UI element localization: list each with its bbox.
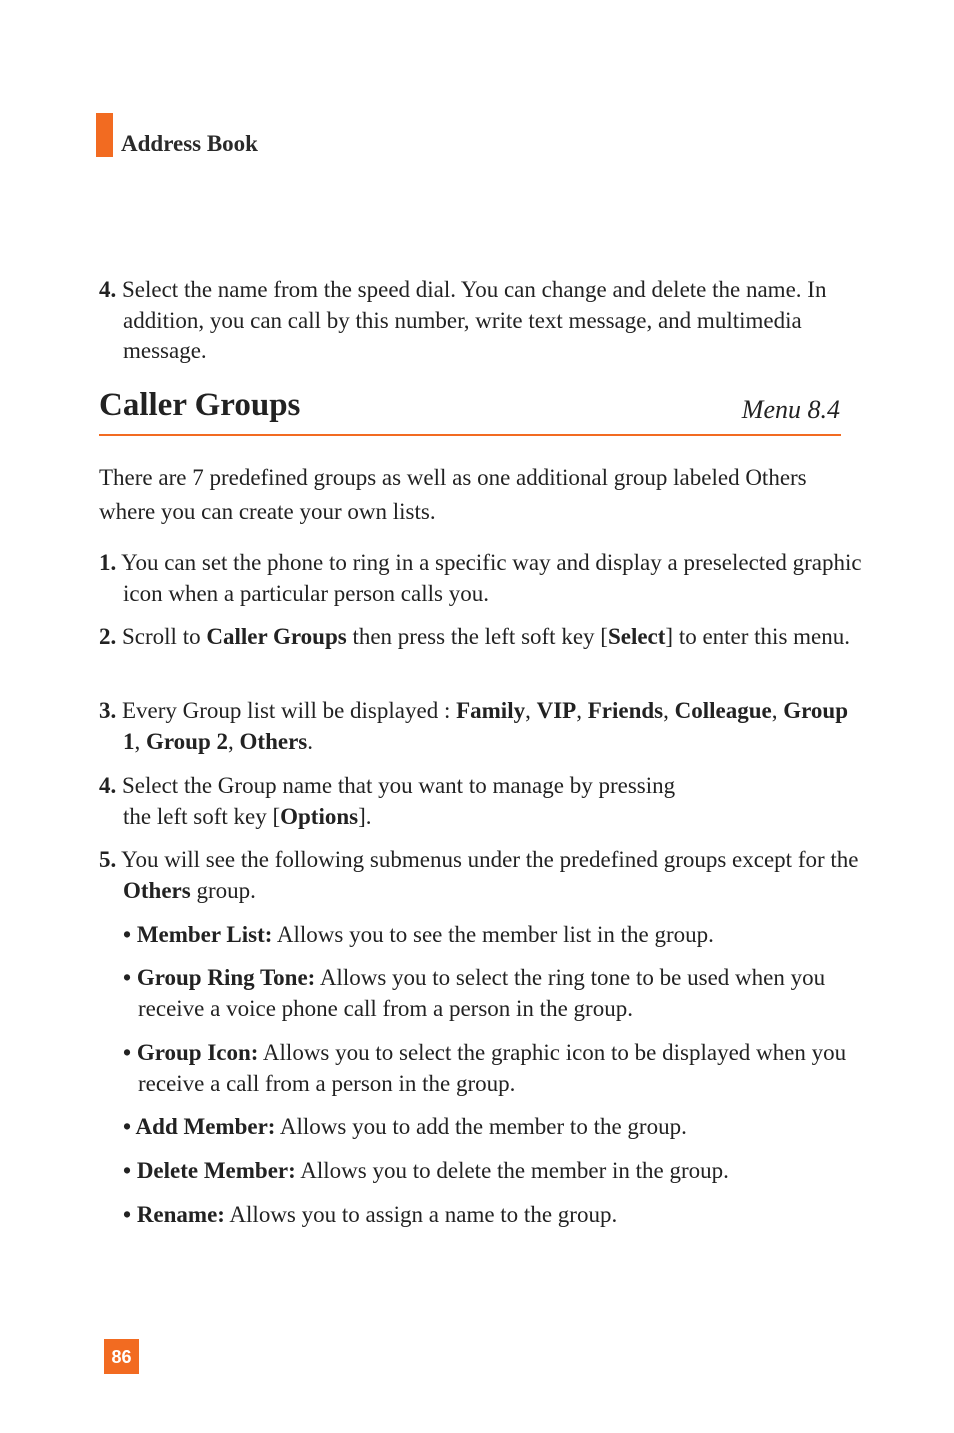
- step-text: ].: [358, 803, 372, 829]
- page-number: 86: [104, 1339, 139, 1374]
- submenu-item: • Group Ring Tone: Allows you to select the ring tone to be used when you receive a voice phone call from a person in the group.: [123, 965, 826, 1021]
- step-text: ] to enter this menu.: [665, 624, 851, 649]
- step-1: [99, 548, 868, 609]
- submenu-text: Allows you to select the graphic icon to be displayed when you receive a call from a person in the group.: [138, 1040, 847, 1096]
- group-name: Group 1: [123, 698, 848, 754]
- step-text: Select the Group name that you want to manage by pressing: [122, 773, 676, 798]
- submenu-label: Group Icon:: [136, 1040, 259, 1065]
- group-name: Others: [123, 877, 191, 903]
- step-text: Every Group list will be displayed :: [122, 698, 457, 723]
- step-number: 3.: [99, 698, 117, 723]
- submenu-item: • Group Icon: Allows you to select the graphic icon to be displayed when you receive a call from a person in the group.: [123, 1040, 847, 1096]
- separator: ,: [134, 728, 146, 754]
- submenu-label: Group Ring Tone:: [136, 965, 316, 990]
- intro-step-4: [99, 275, 868, 367]
- step-text: Scroll to: [122, 624, 207, 649]
- step-4: [99, 771, 868, 832]
- step-5: [99, 845, 868, 906]
- step-number: 5.: [99, 847, 117, 872]
- softkey-name: Select: [607, 624, 666, 649]
- step-number: 4.: [99, 277, 117, 302]
- group-name: Friends: [587, 698, 664, 723]
- group-name: Colleague: [674, 698, 772, 723]
- step-number: 2.: [99, 624, 117, 649]
- softkey-name: Options: [280, 803, 359, 829]
- submenu-label: Add Member:: [135, 1114, 276, 1139]
- group-name: Family: [456, 698, 526, 723]
- menu-name: Caller Groups: [206, 624, 347, 649]
- section-description: There are 7 predefined groups as well as one additional group labeled Others where you can create your own lists.: [99, 465, 807, 524]
- step-text: Select the name from the speed dial. You can change and delete the name. In addition, you can call by this number, write text message, and multimedia message.: [122, 277, 827, 363]
- separator: ,: [663, 698, 675, 723]
- submenu-item: • Member List: Allows you to see the member list in the group.: [123, 922, 714, 947]
- group-name: VIP: [536, 698, 577, 723]
- group-name: Group 2: [146, 728, 229, 754]
- step-text: You will see the following submenus under the predefined groups except for the: [121, 847, 859, 872]
- step-number: 4.: [99, 773, 117, 798]
- section-title: Caller Groups: [99, 387, 301, 423]
- step-number: 1.: [99, 550, 117, 575]
- step-text: You can set the phone to ring in a specific way and display a preselected graphic icon when a particular person calls you.: [121, 550, 862, 606]
- submenu-text: Allows you to select the ring tone to be used when you receive a voice phone call from a person in the group.: [138, 965, 826, 1021]
- separator: ,: [576, 698, 588, 723]
- separator: ,: [525, 698, 537, 723]
- group-name: Others: [239, 728, 308, 754]
- step-2: [99, 622, 868, 653]
- section-menu-ref: Menu 8.4: [741, 395, 840, 424]
- submenu-item: • Add Member: Allows you to add the member to the group.: [123, 1114, 687, 1139]
- submenu-label: Member List:: [136, 922, 273, 947]
- separator: ,: [228, 728, 240, 754]
- separator: ,: [771, 698, 784, 723]
- submenu-label: Rename:: [136, 1202, 225, 1227]
- step-text: then press the left soft key [: [346, 624, 608, 649]
- header-title: Address Book: [121, 131, 258, 156]
- step-text: the left soft key [: [123, 803, 281, 829]
- submenu-text: Allows you to assign a name to the group.: [224, 1202, 618, 1227]
- submenu-label: Delete Member:: [136, 1158, 296, 1183]
- step-3: [99, 696, 868, 757]
- submenu-text: Allows you to add the member to the group.: [275, 1114, 687, 1139]
- separator: .: [307, 728, 313, 754]
- submenu-text: Allows you to delete the member in the group.: [295, 1158, 729, 1183]
- submenu-item: • Rename: Allows you to assign a name to the group.: [123, 1202, 618, 1227]
- submenu-item: • Delete Member: Allows you to delete the member in the group.: [123, 1158, 729, 1183]
- step-text: group.: [190, 877, 256, 903]
- section-divider: [99, 434, 841, 436]
- header-accent-bar: [96, 113, 113, 157]
- submenu-text: Allows you to see the member list in the group.: [272, 922, 714, 947]
